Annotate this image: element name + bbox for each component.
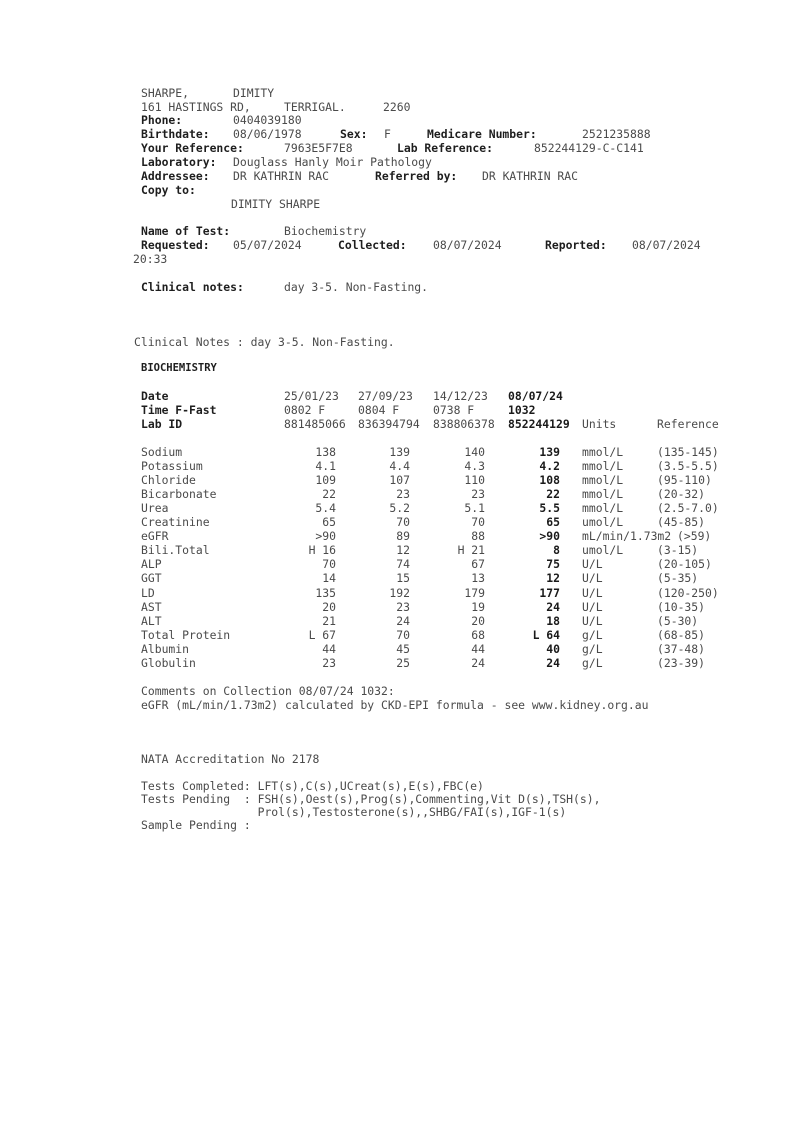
nata-accreditation: NATA Accreditation No 2178 bbox=[141, 752, 320, 766]
reference-range: (120-250) bbox=[657, 586, 719, 600]
reference-range: (45-85) bbox=[657, 515, 706, 529]
reference-range: (3-15) bbox=[657, 543, 699, 557]
result-value: 23 bbox=[322, 656, 336, 670]
requested-label: Requested: bbox=[141, 238, 210, 252]
addressee-label: Addressee: bbox=[141, 169, 210, 183]
result-value: 44 bbox=[471, 642, 485, 656]
latest-result-value: 12 bbox=[546, 571, 560, 585]
result-value: 5.1 bbox=[464, 501, 485, 515]
analyte-name: ALP bbox=[141, 557, 162, 571]
result-units: U/L bbox=[582, 586, 603, 600]
result-value: 65 bbox=[322, 515, 336, 529]
latest-result-value: L 64 bbox=[532, 628, 560, 642]
result-value: 22 bbox=[322, 487, 336, 501]
collected-label: Collected: bbox=[338, 238, 407, 252]
referred-by-value: DR KATHRIN RAC bbox=[482, 169, 579, 183]
sample-pending: Sample Pending : bbox=[141, 818, 251, 832]
result-units: umol/L bbox=[582, 543, 624, 557]
referred-by-label: Referred by: bbox=[375, 169, 458, 183]
clinical-notes-label: Clinical notes: bbox=[141, 280, 244, 294]
result-value: H 21 bbox=[457, 543, 485, 557]
result-units: g/L bbox=[582, 628, 603, 642]
copy-to-value: DIMITY SHARPE bbox=[231, 197, 321, 211]
reported-label: Reported: bbox=[545, 238, 607, 252]
phone-label: Phone: bbox=[141, 113, 183, 127]
result-value: 5.2 bbox=[389, 501, 410, 515]
col-2-labid: 836394794 bbox=[358, 417, 420, 431]
result-value: H 16 bbox=[308, 543, 336, 557]
col-1-time: 0802 F bbox=[284, 403, 326, 417]
latest-result-value: 108 bbox=[539, 473, 560, 487]
analyte-name: AST bbox=[141, 600, 162, 614]
analyte-name: Total Protein bbox=[141, 628, 231, 642]
analyte-name: Bicarbonate bbox=[141, 487, 217, 501]
result-units: mmol/L bbox=[582, 459, 624, 473]
latest-result-value: 24 bbox=[546, 600, 560, 614]
units-header: Units bbox=[582, 417, 617, 431]
result-units: mmol/L bbox=[582, 487, 624, 501]
result-units: U/L bbox=[582, 571, 603, 585]
header-date-label: Date bbox=[141, 389, 169, 403]
result-value: 4.3 bbox=[464, 459, 485, 473]
reference-range: (135-145) bbox=[657, 445, 719, 459]
reference-range: (20-32) bbox=[657, 487, 706, 501]
col-1-date: 25/01/23 bbox=[284, 389, 339, 403]
sex-value: F bbox=[384, 127, 391, 141]
reference-range: (2.5-7.0) bbox=[657, 501, 719, 515]
result-value: 20 bbox=[322, 600, 336, 614]
patient-surname: SHARPE, bbox=[141, 86, 190, 100]
result-units: U/L bbox=[582, 614, 603, 628]
result-value: 23 bbox=[396, 600, 410, 614]
comments-line-1: Comments on Collection 08/07/24 1032: bbox=[141, 684, 395, 698]
analyte-name: Sodium bbox=[141, 445, 183, 459]
result-units: mmol/L bbox=[582, 445, 624, 459]
section-title: BIOCHEMISTRY bbox=[141, 362, 217, 374]
col-3-date: 14/12/23 bbox=[433, 389, 488, 403]
latest-result-value: 24 bbox=[546, 656, 560, 670]
result-value: 107 bbox=[389, 473, 410, 487]
result-value: 67 bbox=[471, 557, 485, 571]
analyte-name: Bili.Total bbox=[141, 543, 210, 557]
result-value: 70 bbox=[471, 515, 485, 529]
medicare-label: Medicare Number: bbox=[427, 127, 537, 141]
birthdate-label: Birthdate: bbox=[141, 127, 210, 141]
result-value: 135 bbox=[315, 586, 336, 600]
analyte-name: Chloride bbox=[141, 473, 196, 487]
laboratory-label: Laboratory: bbox=[141, 155, 217, 169]
col-2-time: 0804 F bbox=[358, 403, 400, 417]
analyte-name: Albumin bbox=[141, 642, 190, 656]
result-value: 24 bbox=[396, 614, 410, 628]
result-value: 25 bbox=[396, 656, 410, 670]
latest-result-value: 4.2 bbox=[539, 459, 560, 473]
reference-range: (23-39) bbox=[657, 656, 706, 670]
result-value: 4.1 bbox=[315, 459, 336, 473]
result-value: 19 bbox=[471, 600, 485, 614]
lab-reference-label: Lab Reference: bbox=[397, 141, 494, 155]
latest-result-value: 40 bbox=[546, 642, 560, 656]
header-labid-label: Lab ID bbox=[141, 417, 183, 431]
result-value: 68 bbox=[471, 628, 485, 642]
result-value: 70 bbox=[322, 557, 336, 571]
result-value: 192 bbox=[389, 586, 410, 600]
patient-address: 161 HASTINGS RD, bbox=[141, 100, 251, 114]
latest-result-value: 8 bbox=[553, 543, 560, 557]
latest-result-value: >90 bbox=[539, 529, 560, 543]
result-value: 5.4 bbox=[315, 501, 336, 515]
col-4-date: 08/07/24 bbox=[508, 389, 563, 403]
result-value: 44 bbox=[322, 642, 336, 656]
latest-result-value: 5.5 bbox=[539, 501, 560, 515]
result-value: 140 bbox=[464, 445, 485, 459]
analyte-name: Potassium bbox=[141, 459, 203, 473]
result-units: umol/L bbox=[582, 515, 624, 529]
tests-pending-line-1: Tests Pending : FSH(s),Oest(s),Prog(s),Commenting,Vit D(s),TSH(s), bbox=[141, 792, 601, 806]
reference-range: (10-35) bbox=[657, 600, 706, 614]
result-units: mL/min/1.73m2 bbox=[582, 529, 672, 543]
result-value: 24 bbox=[471, 656, 485, 670]
analyte-name: eGFR bbox=[141, 529, 169, 543]
result-value: L 67 bbox=[308, 628, 336, 642]
reference-range: (5-35) bbox=[657, 571, 699, 585]
addressee-value: DR KATHRIN RAC bbox=[233, 169, 330, 183]
patient-postcode: 2260 bbox=[383, 100, 411, 114]
result-value: 13 bbox=[471, 571, 485, 585]
result-value: 138 bbox=[315, 445, 336, 459]
medicare-value: 2521235888 bbox=[582, 127, 651, 141]
col-4-time: 1032 bbox=[508, 403, 536, 417]
reference-range: (95-110) bbox=[657, 473, 712, 487]
collected-value: 08/07/2024 bbox=[433, 238, 502, 252]
result-value: 23 bbox=[396, 487, 410, 501]
result-value: 70 bbox=[396, 515, 410, 529]
result-value: 12 bbox=[396, 543, 410, 557]
clinical-notes-line: Clinical Notes : day 3-5. Non-Fasting. bbox=[134, 335, 395, 349]
result-value: 139 bbox=[389, 445, 410, 459]
comments-line-2: eGFR (mL/min/1.73m2) calculated by CKD-EPI formula - see www.kidney.org.au bbox=[141, 698, 649, 712]
latest-result-value: 177 bbox=[539, 586, 560, 600]
reference-range: (37-48) bbox=[657, 642, 706, 656]
analyte-name: Creatinine bbox=[141, 515, 210, 529]
laboratory-value: Douglass Hanly Moir Pathology bbox=[233, 155, 432, 169]
result-units: U/L bbox=[582, 557, 603, 571]
result-value: >90 bbox=[315, 529, 336, 543]
result-value: 21 bbox=[322, 614, 336, 628]
result-units: U/L bbox=[582, 600, 603, 614]
analyte-name: GGT bbox=[141, 571, 162, 585]
your-reference-value: 7963E5F7E8 bbox=[284, 141, 353, 155]
result-value: 70 bbox=[396, 628, 410, 642]
result-value: 109 bbox=[315, 473, 336, 487]
col-3-time: 0738 F bbox=[433, 403, 475, 417]
analyte-name: Globulin bbox=[141, 656, 196, 670]
reference-header: Reference bbox=[657, 417, 719, 431]
lab-reference-value: 852244129-C-C141 bbox=[534, 141, 644, 155]
patient-suburb: TERRIGAL. bbox=[284, 100, 346, 114]
reference-range: (5-30) bbox=[657, 614, 699, 628]
reference-range: (20-105) bbox=[657, 557, 712, 571]
reported-date: 08/07/2024 bbox=[632, 238, 701, 252]
sex-label: Sex: bbox=[340, 127, 368, 141]
analyte-name: LD bbox=[141, 586, 155, 600]
result-value: 110 bbox=[464, 473, 485, 487]
copy-to-label: Copy to: bbox=[141, 183, 196, 197]
header-time-label: Time F-Fast bbox=[141, 403, 217, 417]
result-value: 4.4 bbox=[389, 459, 410, 473]
birthdate-value: 08/06/1978 bbox=[233, 127, 302, 141]
result-value: 45 bbox=[396, 642, 410, 656]
col-4-labid: 852244129 bbox=[508, 417, 570, 431]
phone-value: 0404039180 bbox=[233, 113, 302, 127]
result-value: 89 bbox=[396, 529, 410, 543]
result-units: mmol/L bbox=[582, 501, 624, 515]
requested-value: 05/07/2024 bbox=[233, 238, 302, 252]
tests-pending-line-2: Prol(s),Testosterone(s),,SHBG/FAI(s),IGF-1(s) bbox=[141, 805, 567, 819]
result-value: 23 bbox=[471, 487, 485, 501]
result-value: 88 bbox=[471, 529, 485, 543]
result-value: 74 bbox=[396, 557, 410, 571]
result-units: g/L bbox=[582, 642, 603, 656]
analyte-name: Urea bbox=[141, 501, 169, 515]
latest-result-value: 65 bbox=[546, 515, 560, 529]
test-name-value: Biochemistry bbox=[284, 224, 367, 238]
patient-given-name: DIMITY bbox=[233, 86, 275, 100]
latest-result-value: 75 bbox=[546, 557, 560, 571]
result-units: g/L bbox=[582, 656, 603, 670]
clinical-notes-value: day 3-5. Non-Fasting. bbox=[284, 280, 429, 294]
latest-result-value: 139 bbox=[539, 445, 560, 459]
result-units: mmol/L bbox=[582, 473, 624, 487]
reported-time: 20:33 bbox=[133, 252, 168, 266]
result-value: 15 bbox=[396, 571, 410, 585]
tests-completed: Tests Completed: LFT(s),C(s),UCreat(s),E(s),FBC(e) bbox=[141, 779, 484, 793]
your-reference-label: Your Reference: bbox=[141, 141, 244, 155]
test-name-label: Name of Test: bbox=[141, 224, 231, 238]
latest-result-value: 22 bbox=[546, 487, 560, 501]
reference-range: (>59) bbox=[677, 529, 712, 543]
latest-result-value: 18 bbox=[546, 614, 560, 628]
col-1-labid: 881485066 bbox=[284, 417, 346, 431]
result-value: 14 bbox=[322, 571, 336, 585]
result-value: 20 bbox=[471, 614, 485, 628]
analyte-name: ALT bbox=[141, 614, 162, 628]
reference-range: (68-85) bbox=[657, 628, 706, 642]
reference-range: (3.5-5.5) bbox=[657, 459, 719, 473]
col-3-labid: 838806378 bbox=[433, 417, 495, 431]
result-value: 179 bbox=[464, 586, 485, 600]
col-2-date: 27/09/23 bbox=[358, 389, 413, 403]
